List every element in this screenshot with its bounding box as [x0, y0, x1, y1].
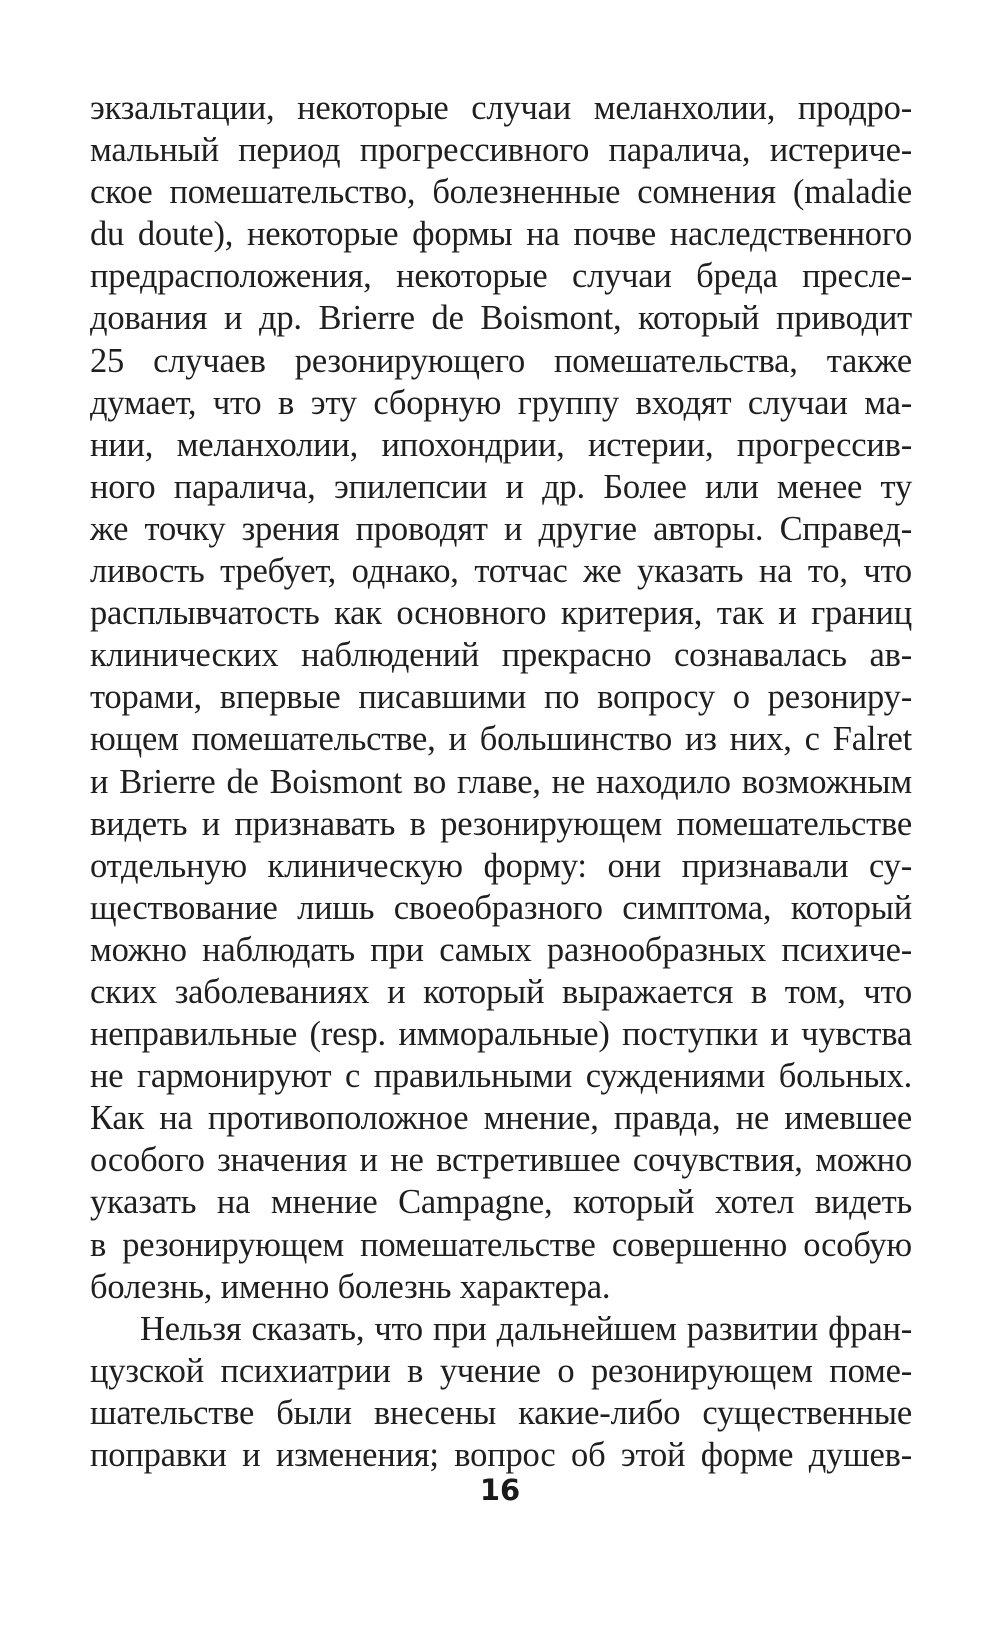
- text-line: du doute), некоторые формы на почве наследственного: [90, 215, 912, 254]
- text-line: предрасположения, некоторые случаи бреда пресле-: [90, 257, 912, 296]
- paragraph-1: [90, 87, 912, 1308]
- text-line: неправильные (resp. имморальные) поступки и чувства: [90, 1015, 912, 1054]
- text-line: нии, меланхолии, ипохондрии, истерии, прогрессив-: [90, 425, 912, 464]
- text-line: ющем помешательстве, и большинство из них, с Falret: [90, 720, 912, 759]
- text-line: видеть и признавать в резонирующем помешательстве: [90, 804, 912, 843]
- text-line: ских заболеваниях и который выражается в том, что: [90, 972, 912, 1011]
- text-line: дования и др. Brierre de Boismont, который приводит: [90, 299, 912, 338]
- text-line: же точку зрения проводят и другие авторы. Справед-: [90, 509, 912, 548]
- text-line: ливость требует, однако, тотчас же указать на то, что: [90, 552, 912, 591]
- text-line: мальный период прогрессивного паралича, истериче-: [90, 131, 912, 170]
- text-line: 25 случаев резонирующего помешательства, также: [90, 341, 912, 380]
- text-line: шательстве были внесены какие-либо существенные: [90, 1393, 912, 1432]
- paragraph-2: [90, 1308, 912, 1476]
- text-line: болезнь, именно болезнь характера.: [90, 1267, 611, 1306]
- text-line: Как на противоположное мнение, правда, не имевшее: [90, 1099, 912, 1138]
- text-line: ское помешательство, болезненные сомнения (maladie: [90, 173, 912, 212]
- body-text: [90, 87, 912, 1476]
- text-line: в резонирующем помешательстве совершенно особую: [90, 1225, 912, 1264]
- text-line: отдельную клиническую форму: они признавали су-: [90, 846, 912, 885]
- text-line: можно наблюдать при самых разнообразных психиче-: [90, 930, 912, 969]
- text-line: клинических наблюдений прекрасно сознавалась ав-: [90, 636, 912, 675]
- text-line: экзальтации, некоторые случаи меланхолии, продро-: [90, 89, 912, 127]
- page-number: 16: [479, 1473, 521, 1507]
- text-line: ществование лишь своеобразного симптома, который: [90, 888, 912, 927]
- text-line: и Brierre de Boismont во главе, не находило возможным: [90, 762, 912, 801]
- text-line: цузской психиатрии в учение о резонирующем поме-: [90, 1351, 912, 1390]
- text-line: указать на мнение Campagne, который хотел видеть: [90, 1183, 912, 1222]
- text-line: Нельзя сказать, что при дальнейшем развитии фран-: [140, 1309, 912, 1348]
- text-line: расплывчатость как основного критерия, так и границ: [90, 594, 912, 633]
- text-line: особого значения и не встретившее сочувствия, можно: [90, 1141, 912, 1180]
- text-line: не гармонируют с правильными суждениями больных.: [90, 1057, 912, 1096]
- text-line: поправки и изменения; вопрос об этой форме душев-: [90, 1436, 912, 1474]
- text-line: торами, впервые писавшими по вопросу о резониру-: [90, 678, 912, 717]
- text-line: ного паралича, эпилепсии и др. Более или менее ту: [90, 467, 912, 506]
- text-line: думает, что в эту сборную группу входят случаи ма-: [90, 383, 912, 422]
